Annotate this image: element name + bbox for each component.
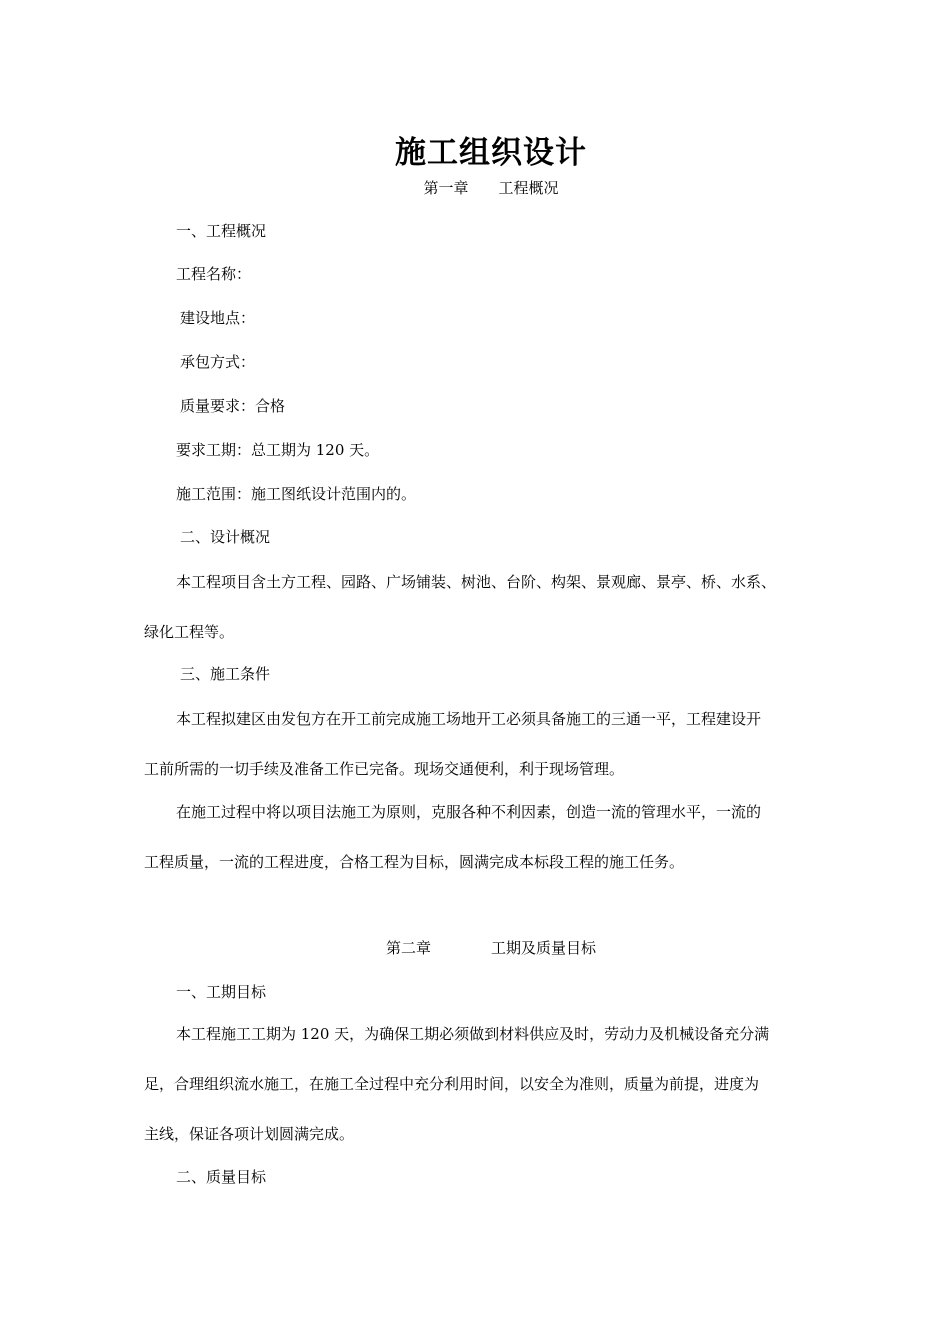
section-schedule-goal: 一、工期目标 — [176, 983, 267, 1001]
section-construction-conditions: 三、施工条件 — [180, 665, 271, 683]
field-scope: 施工范围：施工图纸设计范围内的。 — [176, 485, 417, 503]
paragraph-design-line-2: 绿化工程等。 — [144, 623, 235, 641]
field-location: 建设地点： — [180, 309, 256, 327]
paragraph-conditions-line-2: 工前所需的一切手续及准备工作已完备。现场交通便利，利于现场管理。 — [144, 760, 625, 778]
section-design-overview: 二、设计概况 — [180, 528, 271, 546]
paragraph-goal-line-2: 工程质量，一流的工程进度，合格工程为目标，圆满完成本标段工程的施工任务。 — [144, 853, 685, 871]
section-quality-goal: 二、质量目标 — [176, 1168, 267, 1186]
field-contract-mode: 承包方式： — [180, 353, 256, 371]
paragraph-goal-line-1: 在施工过程中将以项目法施工为原则，克服各种不利因素，创造一流的管理水平，一流的 — [176, 803, 762, 821]
chapter-1-heading: 第一章 工程概况 — [423, 179, 559, 197]
paragraph-conditions-line-1: 本工程拟建区由发包方在开工前完成施工场地开工必须具备施工的三通一平，工程建设开 — [176, 710, 762, 728]
paragraph-schedule-line-3: 主线，保证各项计划圆满完成。 — [144, 1125, 355, 1143]
field-quality: 质量要求：合格 — [180, 397, 286, 415]
paragraph-schedule-line-2: 足，合理组织流水施工，在施工全过程中充分利用时间，以安全为准则，质量为前提，进度为 — [144, 1075, 760, 1093]
field-duration: 要求工期：总工期为 120 天。 — [176, 441, 380, 459]
field-project-name: 工程名称： — [176, 265, 252, 283]
paragraph-design-line-1: 本工程项目含土方工程、园路、广场铺装、树池、台阶、构架、景观廊、景亭、桥、水系、 — [176, 573, 777, 591]
document-title: 施工组织设计 — [395, 135, 587, 171]
section-project-overview: 一、工程概况 — [176, 222, 267, 240]
chapter-2-heading: 第二章 工期及质量目标 — [385, 939, 596, 957]
paragraph-schedule-line-1: 本工程施工工期为 120 天，为确保工期必须做到材料供应及时，劳动力及机械设备充分满 — [176, 1025, 770, 1043]
